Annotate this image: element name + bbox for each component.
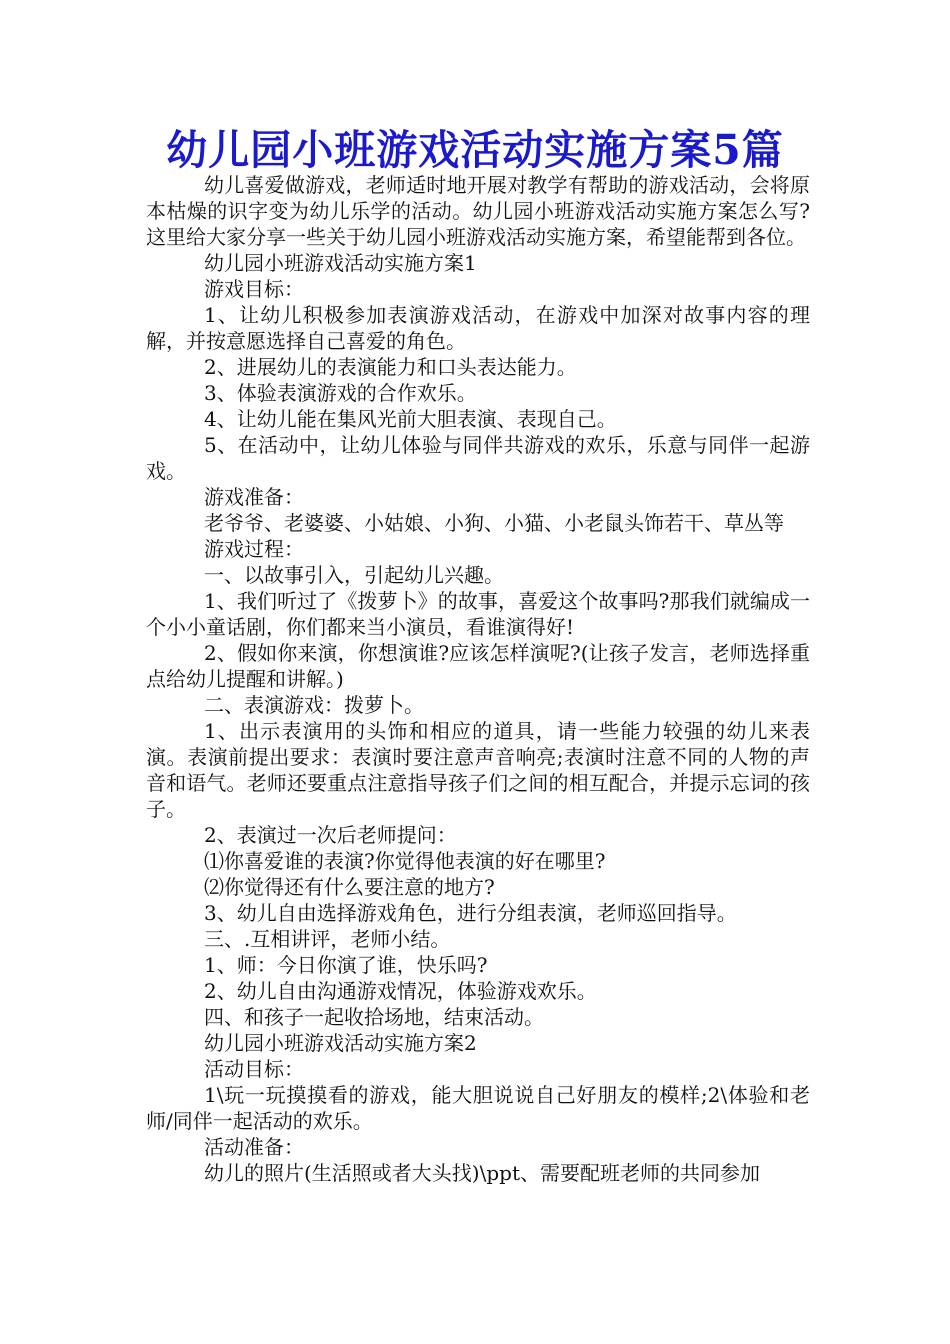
paragraph-step-3-1: 1、师：今日你演了谁，快乐吗? bbox=[204, 953, 488, 977]
paragraph-prep-items: 老爷爷、老婆婆、小姑娘、小狗、小猫、小老鼠头饰若干、草丛等 bbox=[204, 511, 784, 535]
paragraph-question-1: ⑴你喜爱谁的表演?你觉得他表演的好在哪里? bbox=[204, 849, 606, 873]
paragraph-intro: 幼儿喜爱做游戏，老师适时地开展对教学有帮助的游戏活动，会将原本枯燥的识字变为幼儿乐学的活动。幼儿园小班游戏活动实施方案怎么写?这里给大家分享一些关于幼儿园小班游戏活动实施方案，希望能帮到各位。 bbox=[146, 173, 810, 249]
paragraph-step-1: 一、以故事引入，引起幼儿兴趣。 bbox=[204, 563, 504, 587]
paragraph-goal-2: 2、进展幼儿的表演能力和口头表达能力。 bbox=[204, 355, 577, 379]
document-title: 幼儿园小班游戏活动实施方案5篇 bbox=[166, 126, 784, 174]
paragraph-step-3-2: 2、幼儿自由沟通游戏情况，体验游戏欢乐。 bbox=[204, 979, 597, 1003]
document-body bbox=[146, 172, 810, 1186]
paragraph-goal-1: 1、让幼儿积极参加表演游戏活动，在游戏中加深对故事内容的理解，并按意愿选择自己喜爱的角色。 bbox=[146, 303, 810, 353]
paragraph-step-2-3: 3、幼儿自由选择游戏角色，进行分组表演，老师巡回指导。 bbox=[204, 901, 737, 925]
paragraph-activity-prep-items: 幼儿的照片(生活照或者大头找)\ppt、需要配班老师的共同参加 bbox=[204, 1161, 760, 1185]
paragraph-step-2: 二、表演游戏：拨萝卜。 bbox=[204, 693, 424, 717]
paragraph-question-2: ⑵你觉得还有什么要注意的地方? bbox=[204, 875, 495, 899]
paragraph-plan2-heading: 幼儿园小班游戏活动实施方案2 bbox=[204, 1031, 477, 1055]
paragraph-plan1-heading: 幼儿园小班游戏活动实施方案1 bbox=[204, 251, 477, 275]
paragraph-game-goals: 游戏目标： bbox=[204, 277, 304, 301]
paragraph-step-4: 四、和孩子一起收拾场地，结束活动。 bbox=[204, 1005, 544, 1029]
paragraph-step-3: 三、.互相讲评，老师小结。 bbox=[204, 927, 451, 951]
paragraph-step-1-1: 1、我们听过了《拨萝卜》的故事，喜爱这个故事吗?那我们就编成一个小小童话剧，你们都来当小演员，看谁演得好! bbox=[146, 589, 810, 639]
paragraph-step-2-2: 2、表演过一次后老师提问： bbox=[204, 823, 457, 847]
paragraph-step-2-1: 1、出示表演用的头饰和相应的道具，请一些能力较强的幼儿来表演。表演前提出要求：表演时要注意声音响亮;表演时注意不同的人物的声音和语气。老师还要重点注意指导孩子们之间的相互配合，并提示忘词的孩子。 bbox=[146, 719, 810, 821]
paragraph-activity-prep: 活动准备： bbox=[204, 1135, 304, 1159]
paragraph-game-process: 游戏过程： bbox=[204, 537, 304, 561]
paragraph-goal-5: 5、在活动中，让幼儿体验与同伴共游戏的欢乐，乐意与同伴一起游戏。 bbox=[146, 433, 810, 483]
paragraph-activity-goals: 活动目标： bbox=[204, 1057, 304, 1081]
paragraph-activity-goal-items: 1\玩一玩摸摸看的游戏，能大胆说说自己好朋友的模样;2\体验和老师/同伴一起活动的欢乐。 bbox=[146, 1083, 810, 1133]
paragraph-step-1-2: 2、假如你来演，你想演谁?应该怎样演呢?(让孩子发言，老师选择重点给幼儿提醒和讲解。) bbox=[146, 641, 810, 691]
paragraph-goal-4: 4、让幼儿能在集风光前大胆表演、表现自己。 bbox=[204, 407, 617, 431]
paragraph-goal-3: 3、体验表演游戏的合作欢乐。 bbox=[204, 381, 477, 405]
paragraph-game-prep: 游戏准备： bbox=[204, 485, 304, 509]
